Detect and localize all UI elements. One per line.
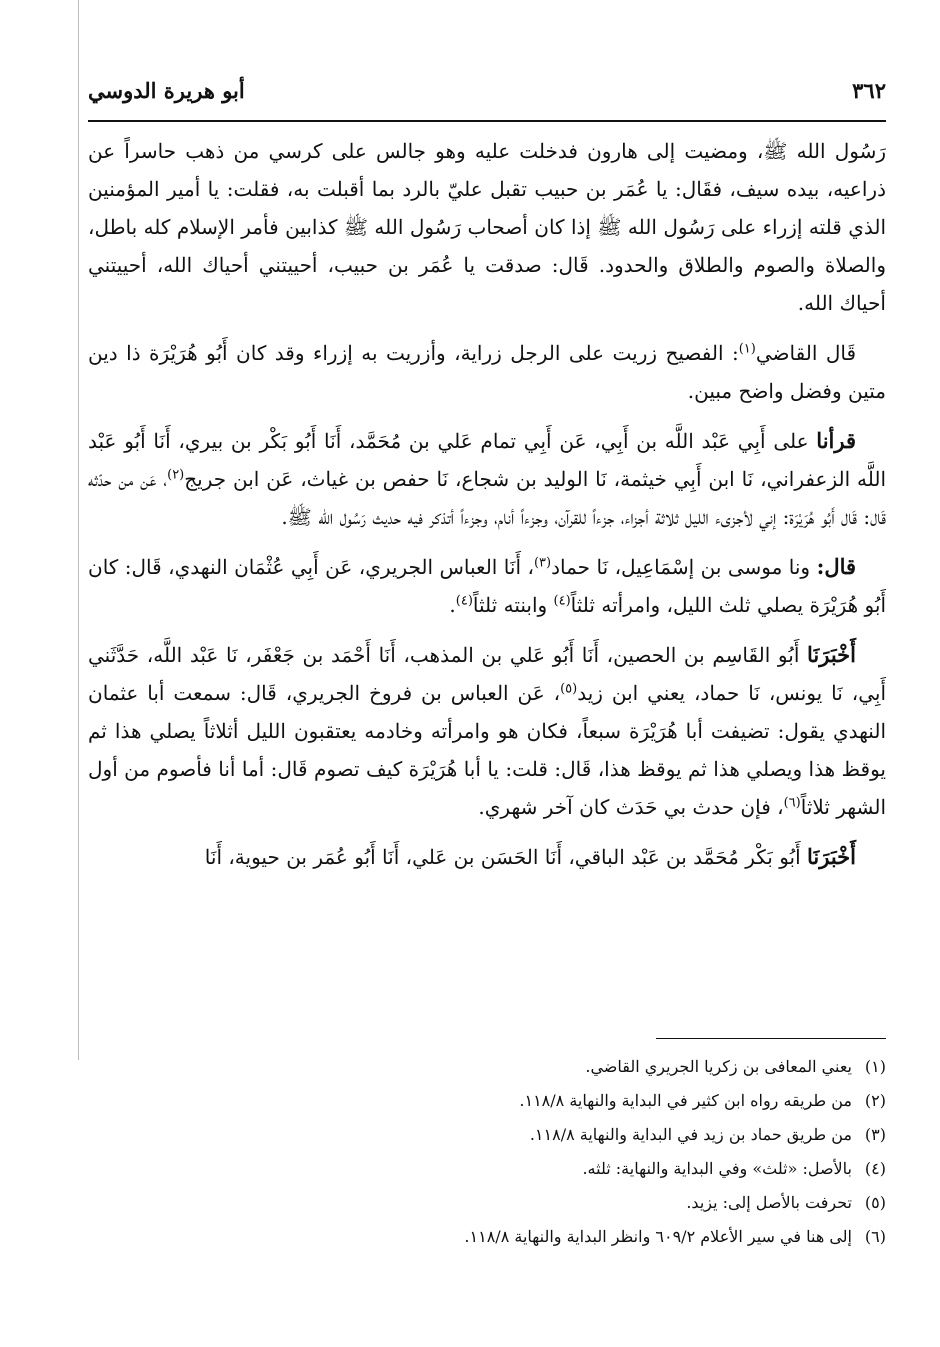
paragraph-lead: أَخْبَرَنَا — [807, 844, 856, 869]
paragraph-text: على أَبِي عَبْد اللَّه بن أَبِي، عَن أَبِي تمام عَلي بن مُحَمَّد، أَنَا أَبُو بَكْر بن بيري، أَنَا أَبُو عَبْد اللَّه الزعفراني، نَا ابن أَبِي خيثمة، نَا الوليد بن شجاع، نَا حفص بن غياث، عَن ابن جريج — [88, 429, 886, 491]
footnote-ref[interactable]: (٥) — [560, 681, 578, 697]
paragraph-text: رَسُول الله ﷺ، ومضيت إلى هارون فدخلت عليه وهو جالس على كرسي من ذهب حاسراً عن ذراعيه، بيده سيف، فقَال: يا عُمَر بن حبيب تقبل عليّ بالرد بما أقبلت به، فقلت: يا أمير المؤمنين الذي قلته إزراء على رَسُول الله ﷺ إذا كان أصحاب رَسُول الله ﷺ كذابين فأمر الإسلام كله باطل، والصلاة والصوم والطلاق والحدود. قَال: صدقت يا عُمَر بن حبيب، أحييتني أحياك الله، أحييتني أحياك الله. — [88, 139, 886, 315]
paragraph-2 — [88, 334, 886, 410]
paragraph-text: . — [449, 593, 456, 617]
paragraph-text: ، أَنَا العباس الجريري، عَن أَبِي عُثْمَان النهدي، قَال: كان أَبُو هُرَيْرَة يصلي ثلث الليل، وامرأته ثلثاً — [88, 555, 886, 617]
footnote-ref[interactable]: (١) — [738, 341, 756, 357]
scan-edge-line — [78, 0, 79, 1060]
footnote-rule — [656, 1038, 886, 1039]
footnote-text: من طريقه رواه ابن كثير في البداية والنهاية ١١٨/٨. — [519, 1091, 852, 1110]
paragraph-6 — [88, 838, 886, 876]
footnote-number: (١) — [864, 1057, 886, 1076]
paragraph-lead: قال: — [816, 554, 857, 579]
paragraph-text: ، عَن العباس بن فروخ الجريري، قَال: سمعت أبا عثمان النهدي يقول: تضيفت أبا هُرَيْرَة سبعاً، فكان هو وامرأته وخادمه يعتقبون الليل أثلاثاً يصلي هذا ثم يوقظ هذا ويصلي هذا ثم يوقظ هذا، قَال: قلت: يا أبا هُرَيْرَة كيف تصوم قَال: أما أنا فأصوم من أول الشهر ثلاثاً — [88, 681, 886, 819]
paragraph-4 — [88, 548, 886, 624]
footnote-4 — [88, 1152, 886, 1186]
paragraph-text: قَال القاضي — [755, 341, 857, 365]
running-title: أبو هريرة الدوسي — [88, 78, 245, 103]
footnotes — [88, 1050, 886, 1254]
paragraph-text: وابنته ثلثاً — [472, 593, 554, 617]
header-rule — [88, 120, 886, 122]
paragraph-text: ونا موسى بن إسْمَاعِيل، نَا حماد — [551, 555, 817, 579]
footnote-text: تحرفت بالأصل إلى: يزيد. — [686, 1193, 852, 1212]
paragraph-text: ، عَن من حدّثه قَال: قَال أَبُو هُرَيْرَة: إني لأجزىء الليل ثلاثة أجزاء، جزءاً للقرآن، وجزءاً أنام، وجزءاً أتذكر فيه حديث رَسُول الله ﷺ. — [88, 467, 886, 529]
footnote-ref[interactable]: (٣) — [533, 555, 552, 571]
paragraph-lead: قرأنا — [816, 428, 856, 453]
paragraph-3 — [88, 422, 886, 536]
footnote-ref[interactable]: (٢) — [167, 467, 185, 483]
footnote-2 — [88, 1084, 886, 1118]
footnote-number: (٣) — [864, 1125, 886, 1144]
paragraph-5 — [88, 636, 886, 826]
page-number: ٣٦٢ — [852, 78, 886, 103]
paragraph-lead: أَخْبَرَنَا — [807, 642, 856, 667]
footnote-1 — [88, 1050, 886, 1084]
footnote-text: بالأصل: «ثلث» وفي البداية والنهاية: ثلثه. — [582, 1159, 852, 1178]
footnote-text: يعني المعافى بن زكريا الجريري القاضي. — [585, 1057, 852, 1076]
footnote-ref[interactable]: (٦) — [783, 795, 801, 811]
page-header — [88, 72, 886, 112]
footnote-text: من طريق حماد بن زيد في البداية والنهاية ١١٨/٨. — [529, 1125, 852, 1144]
footnote-number: (٢) — [864, 1091, 886, 1110]
paragraph-text: ، فإن حدث بي حَدَث كان آخر شهري. — [478, 795, 784, 819]
paragraph-1 — [88, 132, 886, 322]
footnote-6 — [88, 1220, 886, 1254]
footnote-ref[interactable]: (٤) — [455, 593, 473, 609]
footnote-5 — [88, 1186, 886, 1220]
paragraph-text: أَبُو بَكْر مُحَمَّد بن عَبْد الباقي، أَنَا الحَسَن بن عَلي، أَنَا أَبُو عُمَر بن حيوية، أَنَا — [204, 845, 808, 869]
footnote-number: (٦) — [864, 1227, 886, 1246]
main-text — [88, 132, 886, 888]
footnote-3 — [88, 1118, 886, 1152]
footnote-number: (٤) — [864, 1159, 886, 1178]
paragraph-text: أَبُو القَاسِم بن الحصين، أَنَا أَبُو عَلي بن المذهب، أَنَا أَحْمَد بن جَعْفَر، نَا عَبْد اللَّه، حَدَّثَني أَبِي، نَا يونس، نَا حماد، يعني ابن زيد — [88, 643, 886, 705]
footnote-number: (٥) — [864, 1193, 886, 1212]
footnote-ref[interactable]: (٤) — [553, 593, 571, 609]
footnote-text: إلى هنا في سير الأعلام ٦٠٩/٢ وانظر البداية والنهاية ١١٨/٨. — [464, 1227, 852, 1246]
paragraph-text: : الفصيح زريت على الرجل زراية، وأزريت به إزراء وقد كان أَبُو هُرَيْرَة ذا دين متين وفضل واضح مبين. — [88, 341, 886, 403]
